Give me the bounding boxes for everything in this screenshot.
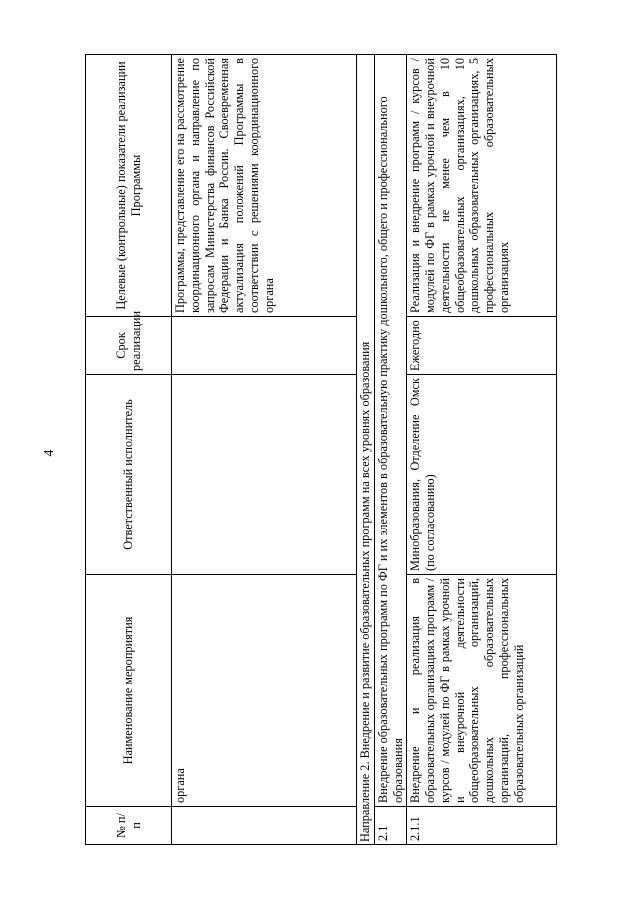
subsection-row: [374, 55, 407, 845]
subsection-text: Внедрение образовательных программ по ФГ и их элементов в образовательную практику дошкольного, общего и профессионального образования: [374, 55, 407, 807]
cell-targets: Программы, представление его на рассмотрение координационного органа и направление по запросам Министерства финансов Российской Федерации и Банка России. Своевременная актуализация положений Программы в соответствии с решениями координационного органа: [172, 55, 357, 317]
cell-num: 2.1.1: [407, 807, 557, 845]
cell-name: органа: [172, 575, 357, 807]
header-targets: Целевые (контрольные) показатели реализации Программы: [86, 55, 172, 317]
table-row: [172, 55, 357, 845]
rotated-page-content: [85, 55, 555, 845]
cell-num: [172, 807, 357, 845]
subsection-num: 2.1: [374, 807, 407, 845]
section-title: Направление 2. Внедрение и развитие образовательных программ на всех уровнях образования: [357, 55, 375, 845]
cell-name: Внедрение и реализация в образовательных организациях программ / курсов / модулей по ФГ в рамках урочной и внеурочной деятельности общеобразовательных организаций, дошкольных образовательных организаций, профессиональных образовательных организаций: [407, 575, 557, 807]
header-name: Наименование мероприятия: [86, 575, 172, 807]
section-row: [357, 55, 375, 845]
header-num: № п/п: [86, 807, 172, 845]
header-executor: Ответственный исполнитель: [86, 375, 172, 575]
table-header-row: [86, 55, 172, 845]
cell-term: Ежегодно: [407, 317, 557, 375]
cell-executor: Минобразования, Отделение Омск (по согласованию): [407, 375, 557, 575]
cell-term: [172, 317, 357, 375]
cell-targets: Реализация и внедрение программ / курсов / модулей по ФГ в рамках урочной и внеурочной деятельности не менее чем в 10 общеобразовательных организациях, 10 дошкольных образовательных организациях, 5 профессиональных образовательных организациях: [407, 55, 557, 317]
program-table: [85, 54, 557, 845]
page-number: 4: [42, 449, 57, 457]
table-row: [407, 55, 557, 845]
header-term: Срок реализации: [86, 317, 172, 375]
cell-executor: [172, 375, 357, 575]
